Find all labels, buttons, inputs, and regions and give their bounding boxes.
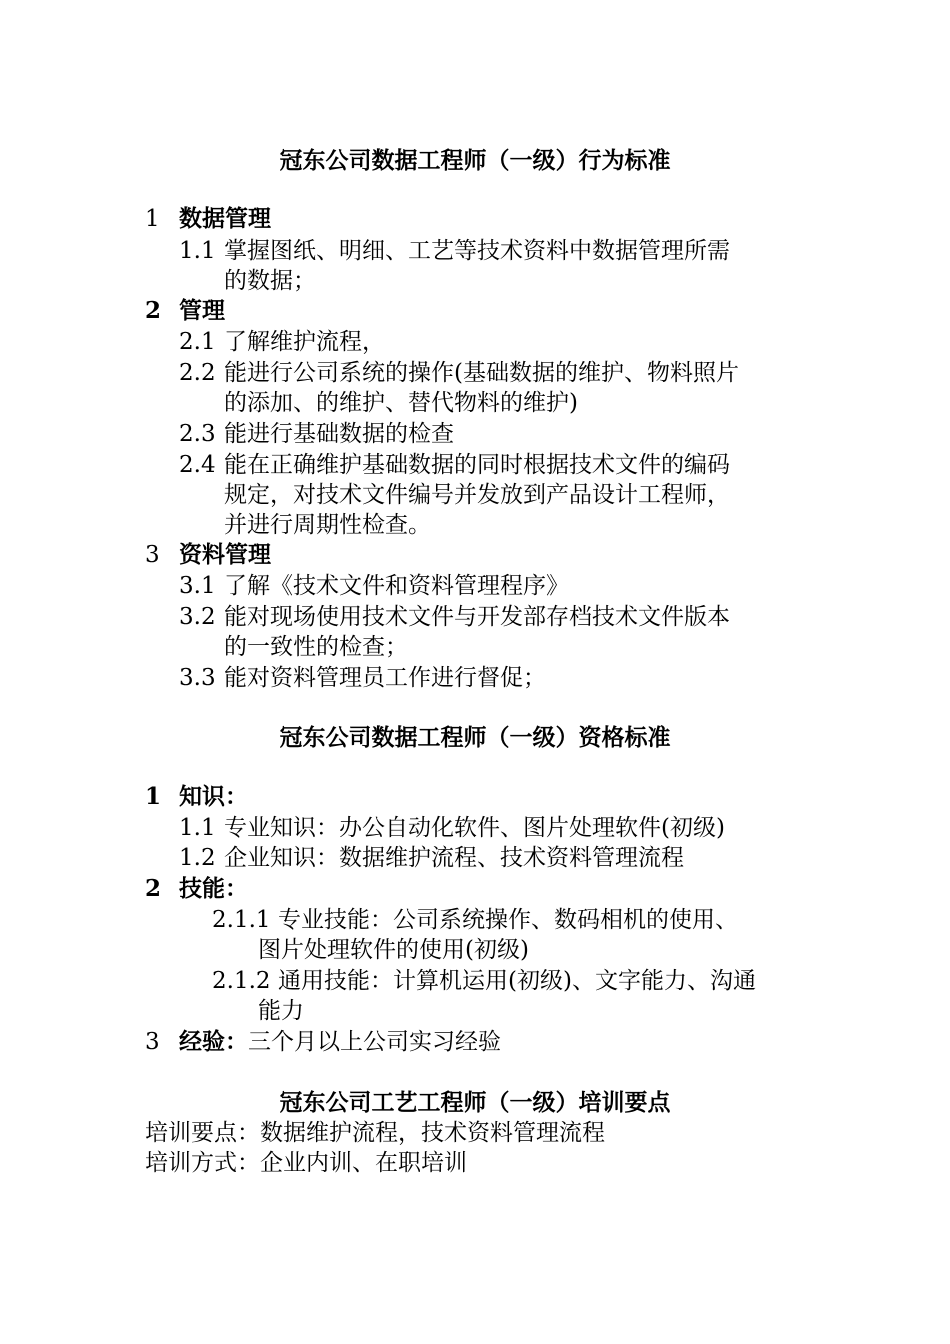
qual-item-2-number: 2 — [145, 875, 162, 902]
sub-2-3-text: 能进行基础数据的检查 — [224, 421, 454, 447]
qual-item-2-heading: 技能： — [179, 875, 248, 902]
qual-item-1-heading: 知识： — [179, 783, 248, 810]
sub-3-2-text: 能对现场使用技术文件与开发部存档技术文件版本 — [224, 604, 730, 630]
training-points-value: 数据维护流程，技术资料管理流程 — [260, 1120, 605, 1146]
item-3-heading: 资料管理 — [179, 541, 271, 568]
sub-1-1-text: 掌握图纸、明细、工艺等技术资料中数据管理所需 — [224, 238, 730, 264]
sub-3-1-number: 3.1 — [179, 573, 216, 599]
sub-1-1-text-cont: 的数据； — [224, 268, 316, 294]
item-2-heading: 管理 — [179, 297, 225, 324]
item-1-number: 1 — [145, 206, 160, 232]
sub-2-4-number: 2.4 — [179, 452, 216, 478]
sub-3-3-text: 能对资料管理员工作进行督促； — [224, 665, 546, 691]
sub-2-1-text: 了解维护流程， — [224, 329, 385, 355]
sub-2-3-number: 2.3 — [179, 421, 216, 447]
qual-sub-1-2-text: 企业知识：数据维护流程、技术资料管理流程 — [224, 845, 684, 871]
qual-sub-2-1-1-number: 2.1.1 — [212, 907, 271, 933]
qual-item-3-number: 3 — [145, 1029, 160, 1055]
sub-2-2-text: 能进行公司系统的操作(基础数据的维护、物料照片 — [224, 360, 739, 386]
sub-3-2-number: 3.2 — [179, 604, 216, 630]
sub-3-2-text-cont: 的一致性的检查； — [224, 634, 408, 660]
qual-item-3-line — [179, 1027, 501, 1057]
sub-2-2-text-cont: 的添加、的维护、替代物料的维护) — [224, 390, 578, 416]
qual-sub-1-2-number: 1.2 — [179, 845, 216, 871]
sub-2-4-text: 能在正确维护基础数据的同时根据技术文件的编码 — [224, 452, 730, 478]
sub-2-4-text-cont-2: 并进行周期性检查。 — [224, 512, 431, 538]
qual-sub-2-1-2-text: 通用技能：计算机运用(初级)、文字能力、沟通 — [278, 968, 756, 994]
qual-item-3-heading: 经验： — [179, 1028, 248, 1055]
qualification-title: 冠东公司数据工程师（一级）资格标准 — [279, 724, 671, 751]
training-method-value: 企业内训、在职培训 — [260, 1150, 467, 1176]
item-2-number: 2 — [145, 297, 162, 324]
behavior-title: 冠东公司数据工程师（一级）行为标准 — [279, 147, 671, 174]
sub-3-1-text: 了解《技术文件和资料管理程序》 — [224, 573, 569, 599]
item-3-number: 3 — [145, 542, 160, 568]
item-1-heading: 数据管理 — [179, 205, 271, 232]
training-title: 冠东公司工艺工程师（一级）培训要点 — [279, 1089, 671, 1116]
qual-item-3-text: 三个月以上公司实习经验 — [248, 1029, 501, 1055]
training-points-line — [145, 1118, 605, 1148]
training-method-label: 培训方式： — [145, 1150, 260, 1176]
qual-sub-1-1-text: 专业知识：办公自动化软件、图片处理软件(初级) — [224, 815, 725, 841]
sub-2-2-number: 2.2 — [179, 360, 216, 386]
sub-3-3-number: 3.3 — [179, 665, 216, 691]
sub-2-1-number: 2.1 — [179, 329, 216, 355]
qual-sub-2-1-1-text-cont: 图片处理软件的使用(初级) — [258, 937, 529, 963]
qual-sub-2-1-2-number: 2.1.2 — [212, 968, 271, 994]
training-method-line — [145, 1148, 467, 1178]
qual-sub-2-1-1-text: 专业技能：公司系统操作、数码相机的使用、 — [278, 907, 738, 933]
sub-1-1-number: 1.1 — [179, 238, 216, 264]
qual-sub-2-1-2-text-cont: 能力 — [258, 998, 304, 1024]
qual-sub-1-1-number: 1.1 — [179, 815, 216, 841]
training-points-label: 培训要点： — [145, 1120, 260, 1146]
sub-2-4-text-cont-1: 规定，对技术文件编号并发放到产品设计工程师， — [224, 482, 730, 508]
qual-item-1-number: 1 — [145, 783, 162, 810]
